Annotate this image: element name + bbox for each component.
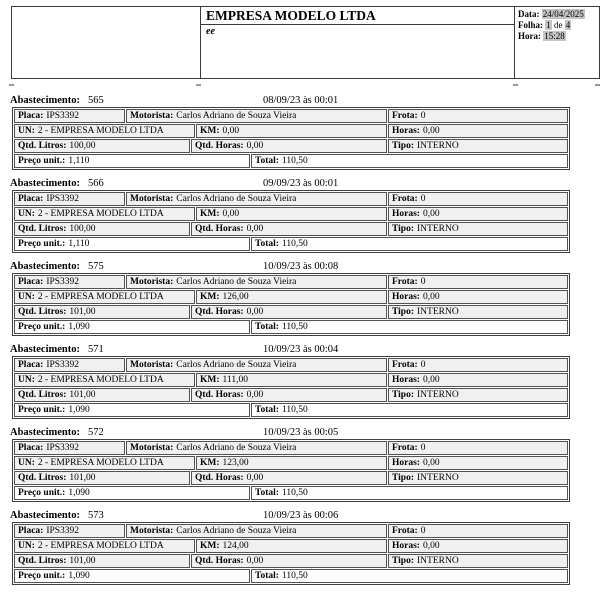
record-datetime: 09/09/23 às 00:01 bbox=[263, 178, 339, 189]
cell-preco-unit bbox=[14, 154, 250, 168]
record-table bbox=[12, 190, 570, 253]
horas-label: Horas: bbox=[392, 458, 420, 468]
km-value: 0,00 bbox=[222, 209, 240, 219]
cell-frota bbox=[388, 358, 568, 372]
cell-km bbox=[196, 456, 387, 470]
record-list bbox=[0, 94, 608, 592]
placa-label: Placa: bbox=[18, 277, 44, 287]
record-header-label: Abastecimento: bbox=[10, 178, 80, 189]
motorista-label: Motorista: bbox=[130, 194, 174, 204]
company-name: EMPRESA MODELO LTDA bbox=[201, 7, 514, 25]
preco-unit-label: Preço unit.: bbox=[18, 322, 66, 332]
placa-value: IPS3392 bbox=[46, 111, 80, 121]
record-header-label: Abastecimento: bbox=[10, 344, 80, 355]
horas-value: 0,00 bbox=[422, 541, 440, 551]
horas-value: 0,00 bbox=[422, 375, 440, 385]
cell-un bbox=[14, 456, 195, 470]
cell-horas bbox=[388, 207, 568, 221]
meta-date bbox=[518, 9, 596, 20]
record-number: 571 bbox=[88, 344, 104, 355]
tipo-label: Tipo: bbox=[392, 556, 415, 566]
qtd-horas-value: 0,00 bbox=[246, 556, 264, 566]
cell-qtd-horas bbox=[191, 471, 387, 485]
qtd-litros-value: 100,00 bbox=[69, 141, 96, 151]
horas-label: Horas: bbox=[392, 126, 420, 136]
record-number: 572 bbox=[88, 427, 104, 438]
total-value: 110,50 bbox=[281, 405, 308, 415]
header-center bbox=[201, 7, 515, 78]
record-row-1 bbox=[14, 192, 568, 206]
tipo-value: INTERNO bbox=[417, 141, 459, 151]
tipo-label: Tipo: bbox=[392, 390, 415, 400]
frota-value: 0 bbox=[420, 277, 426, 287]
record-row-3 bbox=[14, 222, 568, 236]
cell-placa bbox=[14, 109, 125, 123]
km-label: KM: bbox=[200, 541, 220, 551]
record-number: 566 bbox=[88, 178, 104, 189]
km-label: KM: bbox=[200, 209, 220, 219]
frota-value: 0 bbox=[420, 194, 426, 204]
qtd-horas-label: Qtd. Horas: bbox=[195, 141, 244, 151]
abastecimento-record bbox=[0, 260, 608, 336]
cell-un bbox=[14, 207, 195, 221]
cell-placa bbox=[14, 358, 125, 372]
motorista-value: Carlos Adriano de Souza Vieira bbox=[176, 360, 297, 370]
record-row-3 bbox=[14, 471, 568, 485]
record-header-label: Abastecimento: bbox=[10, 95, 80, 106]
tipo-value: INTERNO bbox=[417, 224, 459, 234]
placa-label: Placa: bbox=[18, 360, 44, 370]
placa-value: IPS3392 bbox=[46, 526, 80, 536]
total-value: 110,50 bbox=[281, 571, 308, 581]
abastecimento-record bbox=[0, 94, 608, 170]
cell-qtd-litros bbox=[14, 305, 190, 319]
page-tick bbox=[595, 84, 600, 86]
record-row-3 bbox=[14, 388, 568, 402]
km-value: 111,00 bbox=[222, 375, 248, 385]
motorista-label: Motorista: bbox=[130, 360, 174, 370]
qtd-horas-label: Qtd. Horas: bbox=[195, 224, 244, 234]
cell-frota bbox=[388, 275, 568, 289]
total-value: 110,50 bbox=[281, 322, 308, 332]
cell-qtd-litros bbox=[14, 222, 190, 236]
record-header-line bbox=[0, 426, 608, 439]
record-header-label: Abastecimento: bbox=[10, 427, 80, 438]
cell-qtd-litros bbox=[14, 554, 190, 568]
cell-preco-unit bbox=[14, 320, 250, 334]
record-datetime: 10/09/23 às 00:04 bbox=[263, 344, 339, 355]
un-value: 2 - EMPRESA MODELO LTDA bbox=[37, 541, 164, 551]
cell-total bbox=[251, 237, 568, 251]
un-value: 2 - EMPRESA MODELO LTDA bbox=[37, 375, 164, 385]
un-label: UN: bbox=[18, 458, 35, 468]
record-number: 573 bbox=[88, 510, 104, 521]
meta-folha bbox=[518, 20, 596, 31]
horas-value: 0,00 bbox=[422, 458, 440, 468]
qtd-horas-value: 0,00 bbox=[246, 473, 264, 483]
folha-label: Folha: bbox=[518, 20, 544, 30]
un-value: 2 - EMPRESA MODELO LTDA bbox=[37, 292, 164, 302]
un-label: UN: bbox=[18, 541, 35, 551]
km-label: KM: bbox=[200, 375, 220, 385]
record-row-2 bbox=[14, 124, 568, 138]
cell-total bbox=[251, 320, 568, 334]
tipo-label: Tipo: bbox=[392, 307, 415, 317]
km-value: 0,00 bbox=[222, 126, 240, 136]
un-value: 2 - EMPRESA MODELO LTDA bbox=[37, 126, 164, 136]
motorista-label: Motorista: bbox=[130, 443, 174, 453]
cell-km bbox=[196, 539, 387, 553]
total-value: 110,50 bbox=[281, 488, 308, 498]
cell-qtd-litros bbox=[14, 471, 190, 485]
preco-unit-label: Preço unit.: bbox=[18, 156, 66, 166]
record-datetime: 10/09/23 às 00:05 bbox=[263, 427, 339, 438]
km-label: KM: bbox=[200, 292, 220, 302]
cell-motorista bbox=[126, 358, 387, 372]
qtd-horas-value: 0,00 bbox=[246, 224, 264, 234]
record-row-4 bbox=[14, 320, 568, 334]
cell-horas bbox=[388, 373, 568, 387]
un-label: UN: bbox=[18, 292, 35, 302]
cell-motorista bbox=[126, 109, 387, 123]
cell-motorista bbox=[126, 441, 387, 455]
frota-label: Frota: bbox=[392, 360, 418, 370]
cell-un bbox=[14, 539, 195, 553]
report-subtitle: ee bbox=[206, 26, 215, 37]
cell-tipo bbox=[388, 222, 568, 236]
frota-label: Frota: bbox=[392, 443, 418, 453]
meta-hora bbox=[518, 31, 596, 42]
km-value: 124,00 bbox=[222, 541, 249, 551]
qtd-horas-value: 0,00 bbox=[246, 307, 264, 317]
horas-label: Horas: bbox=[392, 541, 420, 551]
cell-tipo bbox=[388, 554, 568, 568]
horas-label: Horas: bbox=[392, 209, 420, 219]
cell-placa bbox=[14, 524, 125, 538]
placa-value: IPS3392 bbox=[46, 194, 80, 204]
record-table bbox=[12, 107, 570, 170]
cell-horas bbox=[388, 456, 568, 470]
cell-placa bbox=[14, 192, 125, 206]
cell-preco-unit bbox=[14, 403, 250, 417]
record-header-line bbox=[0, 343, 608, 356]
un-value: 2 - EMPRESA MODELO LTDA bbox=[37, 209, 164, 219]
placa-label: Placa: bbox=[18, 443, 44, 453]
horas-value: 0,00 bbox=[422, 292, 440, 302]
frota-value: 0 bbox=[420, 443, 426, 453]
date-label: Data: bbox=[518, 9, 540, 19]
record-row-2 bbox=[14, 290, 568, 304]
frota-value: 0 bbox=[420, 526, 426, 536]
tipo-label: Tipo: bbox=[392, 224, 415, 234]
cell-frota bbox=[388, 109, 568, 123]
placa-value: IPS3392 bbox=[46, 443, 80, 453]
record-datetime: 10/09/23 às 00:06 bbox=[263, 510, 339, 521]
cell-un bbox=[14, 373, 195, 387]
cell-horas bbox=[388, 124, 568, 138]
qtd-litros-label: Qtd. Litros: bbox=[18, 390, 67, 400]
placa-label: Placa: bbox=[18, 194, 44, 204]
abastecimento-record bbox=[0, 509, 608, 585]
record-header-line bbox=[0, 260, 608, 273]
frota-label: Frota: bbox=[392, 526, 418, 536]
preco-unit-label: Preço unit.: bbox=[18, 239, 66, 249]
km-label: KM: bbox=[200, 126, 220, 136]
un-value: 2 - EMPRESA MODELO LTDA bbox=[37, 458, 164, 468]
cell-preco-unit bbox=[14, 486, 250, 500]
un-label: UN: bbox=[18, 375, 35, 385]
record-row-3 bbox=[14, 554, 568, 568]
horas-value: 0,00 bbox=[422, 126, 440, 136]
page-tick bbox=[9, 84, 14, 86]
placa-value: IPS3392 bbox=[46, 360, 80, 370]
km-label: KM: bbox=[200, 458, 220, 468]
record-row-2 bbox=[14, 539, 568, 553]
km-value: 123,00 bbox=[222, 458, 249, 468]
record-header-label: Abastecimento: bbox=[10, 261, 80, 272]
hora-value: 15:28 bbox=[544, 31, 565, 41]
tipo-value: INTERNO bbox=[417, 556, 459, 566]
page-tick bbox=[513, 84, 518, 86]
cell-un bbox=[14, 124, 195, 138]
cell-qtd-horas bbox=[191, 305, 387, 319]
cell-placa bbox=[14, 275, 125, 289]
record-row-4 bbox=[14, 569, 568, 583]
cell-tipo bbox=[388, 139, 568, 153]
header-meta bbox=[515, 7, 599, 78]
record-row-4 bbox=[14, 403, 568, 417]
total-value: 110,50 bbox=[281, 156, 308, 166]
total-label: Total: bbox=[255, 322, 279, 332]
record-number: 575 bbox=[88, 261, 104, 272]
frota-value: 0 bbox=[420, 360, 426, 370]
record-row-4 bbox=[14, 486, 568, 500]
motorista-label: Motorista: bbox=[130, 111, 174, 121]
qtd-litros-label: Qtd. Litros: bbox=[18, 556, 67, 566]
qtd-horas-value: 0,00 bbox=[246, 390, 264, 400]
report-header bbox=[11, 6, 600, 79]
horas-value: 0,00 bbox=[422, 209, 440, 219]
abastecimento-record bbox=[0, 343, 608, 419]
placa-label: Placa: bbox=[18, 526, 44, 536]
frota-label: Frota: bbox=[392, 194, 418, 204]
tipo-value: INTERNO bbox=[417, 307, 459, 317]
tipo-label: Tipo: bbox=[392, 141, 415, 151]
total-label: Total: bbox=[255, 156, 279, 166]
record-row-1 bbox=[14, 524, 568, 538]
record-table bbox=[12, 356, 570, 419]
cell-km bbox=[196, 207, 387, 221]
total-label: Total: bbox=[255, 239, 279, 249]
cell-frota bbox=[388, 524, 568, 538]
qtd-horas-label: Qtd. Horas: bbox=[195, 390, 244, 400]
placa-value: IPS3392 bbox=[46, 277, 80, 287]
cell-total bbox=[251, 154, 568, 168]
qtd-litros-value: 101,00 bbox=[69, 556, 96, 566]
preco-unit-value: 1,090 bbox=[68, 322, 90, 332]
record-header-line bbox=[0, 94, 608, 107]
record-table bbox=[12, 439, 570, 502]
record-row-4 bbox=[14, 154, 568, 168]
date-value: 24/04/2025 bbox=[542, 9, 584, 19]
qtd-litros-label: Qtd. Litros: bbox=[18, 473, 67, 483]
qtd-litros-label: Qtd. Litros: bbox=[18, 141, 67, 151]
qtd-litros-value: 101,00 bbox=[69, 307, 96, 317]
record-row-1 bbox=[14, 275, 568, 289]
cell-preco-unit bbox=[14, 569, 250, 583]
total-label: Total: bbox=[255, 571, 279, 581]
motorista-label: Motorista: bbox=[130, 526, 174, 536]
qtd-horas-label: Qtd. Horas: bbox=[195, 556, 244, 566]
record-header-line bbox=[0, 177, 608, 190]
qtd-litros-value: 101,00 bbox=[69, 473, 96, 483]
header-logo-area bbox=[12, 7, 201, 78]
cell-qtd-horas bbox=[191, 554, 387, 568]
motorista-value: Carlos Adriano de Souza Vieira bbox=[176, 111, 297, 121]
cell-qtd-litros bbox=[14, 388, 190, 402]
un-label: UN: bbox=[18, 209, 35, 219]
record-number: 565 bbox=[88, 95, 104, 106]
cell-un bbox=[14, 290, 195, 304]
preco-unit-value: 1,110 bbox=[68, 239, 90, 249]
record-row-1 bbox=[14, 441, 568, 455]
km-value: 126,00 bbox=[222, 292, 249, 302]
cell-preco-unit bbox=[14, 237, 250, 251]
record-datetime: 08/09/23 às 00:01 bbox=[263, 95, 339, 106]
preco-unit-label: Preço unit.: bbox=[18, 405, 66, 415]
horas-label: Horas: bbox=[392, 375, 420, 385]
frota-label: Frota: bbox=[392, 111, 418, 121]
total-label: Total: bbox=[255, 488, 279, 498]
abastecimento-record bbox=[0, 177, 608, 253]
preco-unit-value: 1,110 bbox=[68, 156, 90, 166]
cell-km bbox=[196, 290, 387, 304]
page-tick bbox=[196, 84, 201, 86]
folha-page: 1 bbox=[546, 20, 551, 30]
record-row-2 bbox=[14, 373, 568, 387]
motorista-value: Carlos Adriano de Souza Vieira bbox=[176, 277, 297, 287]
placa-label: Placa: bbox=[18, 111, 44, 121]
qtd-litros-value: 100,00 bbox=[69, 224, 96, 234]
cell-qtd-horas bbox=[191, 388, 387, 402]
motorista-label: Motorista: bbox=[130, 277, 174, 287]
tipo-value: INTERNO bbox=[417, 390, 459, 400]
record-row-4 bbox=[14, 237, 568, 251]
record-row-2 bbox=[14, 207, 568, 221]
total-label: Total: bbox=[255, 405, 279, 415]
hora-label: Hora: bbox=[518, 31, 541, 41]
cell-motorista bbox=[126, 275, 387, 289]
record-datetime: 10/09/23 às 00:08 bbox=[263, 261, 339, 272]
qtd-horas-label: Qtd. Horas: bbox=[195, 307, 244, 317]
motorista-value: Carlos Adriano de Souza Vieira bbox=[176, 194, 297, 204]
cell-qtd-horas bbox=[191, 139, 387, 153]
folha-separator: de bbox=[554, 20, 563, 30]
total-value: 110,50 bbox=[281, 239, 308, 249]
preco-unit-value: 1,090 bbox=[68, 571, 90, 581]
motorista-value: Carlos Adriano de Souza Vieira bbox=[176, 443, 297, 453]
tipo-value: INTERNO bbox=[417, 473, 459, 483]
cell-qtd-litros bbox=[14, 139, 190, 153]
cell-motorista bbox=[126, 192, 387, 206]
motorista-value: Carlos Adriano de Souza Vieira bbox=[176, 526, 297, 536]
cell-tipo bbox=[388, 471, 568, 485]
cell-total bbox=[251, 569, 568, 583]
cell-horas bbox=[388, 290, 568, 304]
preco-unit-label: Preço unit.: bbox=[18, 571, 66, 581]
preco-unit-value: 1,090 bbox=[68, 488, 90, 498]
qtd-litros-value: 101,00 bbox=[69, 390, 96, 400]
cell-total bbox=[251, 403, 568, 417]
qtd-litros-label: Qtd. Litros: bbox=[18, 307, 67, 317]
record-row-3 bbox=[14, 305, 568, 319]
cell-placa bbox=[14, 441, 125, 455]
cell-tipo bbox=[388, 305, 568, 319]
preco-unit-label: Preço unit.: bbox=[18, 488, 66, 498]
qtd-horas-value: 0,00 bbox=[246, 141, 264, 151]
record-table bbox=[12, 273, 570, 336]
horas-label: Horas: bbox=[392, 292, 420, 302]
record-header-label: Abastecimento: bbox=[10, 510, 80, 521]
cell-frota bbox=[388, 192, 568, 206]
cell-horas bbox=[388, 539, 568, 553]
qtd-horas-label: Qtd. Horas: bbox=[195, 473, 244, 483]
tipo-label: Tipo: bbox=[392, 473, 415, 483]
record-row-1 bbox=[14, 109, 568, 123]
cell-km bbox=[196, 124, 387, 138]
cell-frota bbox=[388, 441, 568, 455]
folha-total: 4 bbox=[565, 20, 571, 30]
cell-motorista bbox=[126, 524, 387, 538]
record-row-1 bbox=[14, 358, 568, 372]
cell-km bbox=[196, 373, 387, 387]
frota-label: Frota: bbox=[392, 277, 418, 287]
cell-qtd-horas bbox=[191, 222, 387, 236]
record-table bbox=[12, 522, 570, 585]
frota-value: 0 bbox=[420, 111, 426, 121]
un-label: UN: bbox=[18, 126, 35, 136]
record-header-line bbox=[0, 509, 608, 522]
record-row-2 bbox=[14, 456, 568, 470]
cell-total bbox=[251, 486, 568, 500]
qtd-litros-label: Qtd. Litros: bbox=[18, 224, 67, 234]
record-row-3 bbox=[14, 139, 568, 153]
preco-unit-value: 1,090 bbox=[68, 405, 90, 415]
cell-tipo bbox=[388, 388, 568, 402]
abastecimento-record bbox=[0, 426, 608, 502]
